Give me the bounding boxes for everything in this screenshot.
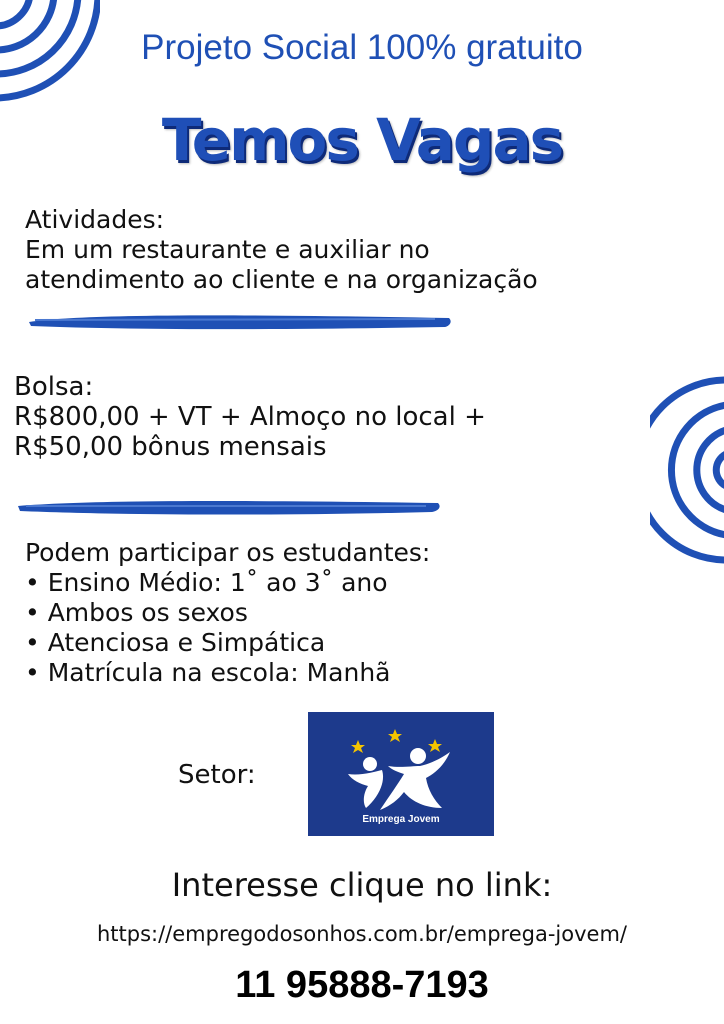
brush-divider [25,308,455,334]
atividades-section [25,205,538,295]
atividades-title: Atividades: [25,205,165,234]
list-item: • Ensino Médio: 1˚ ao 3˚ ano [25,568,388,597]
list-item: • Matrícula na escola: Manhã [25,658,391,687]
list-item: • Ambos os sexos [25,598,248,627]
requisitos-section [25,538,430,688]
emprega-jovem-logo [308,712,494,836]
signup-link[interactable]: https://empregodosonhos.com.br/emprega-jovem/ [96,922,627,946]
subtitle: Projeto Social 100% gratuito [141,28,583,67]
brush-divider [14,494,444,520]
phone-number: 11 95888-7193 [235,964,489,1006]
right-arc-decoration [650,350,724,580]
list-item: • Atenciosa e Simpática [25,628,326,657]
bolsa-title: Bolsa: [14,372,94,402]
atividades-line: atendimento ao cliente e na organização [25,265,538,294]
headline: Temos Vagas [161,106,563,174]
bolsa-line: R$800,00 + VT + Almoço no local + [14,402,486,432]
bolsa-line: R$50,00 bônus mensais [14,432,327,462]
cta-text: Interesse clique no link: [171,866,553,904]
logo-label: Emprega Jovem [362,814,440,825]
requisitos-title: Podem participar os estudantes: [25,538,431,567]
atividades-line: Em um restaurante e auxiliar no [25,235,430,264]
setor-label: Setor: [178,760,256,790]
bolsa-section [14,372,486,462]
